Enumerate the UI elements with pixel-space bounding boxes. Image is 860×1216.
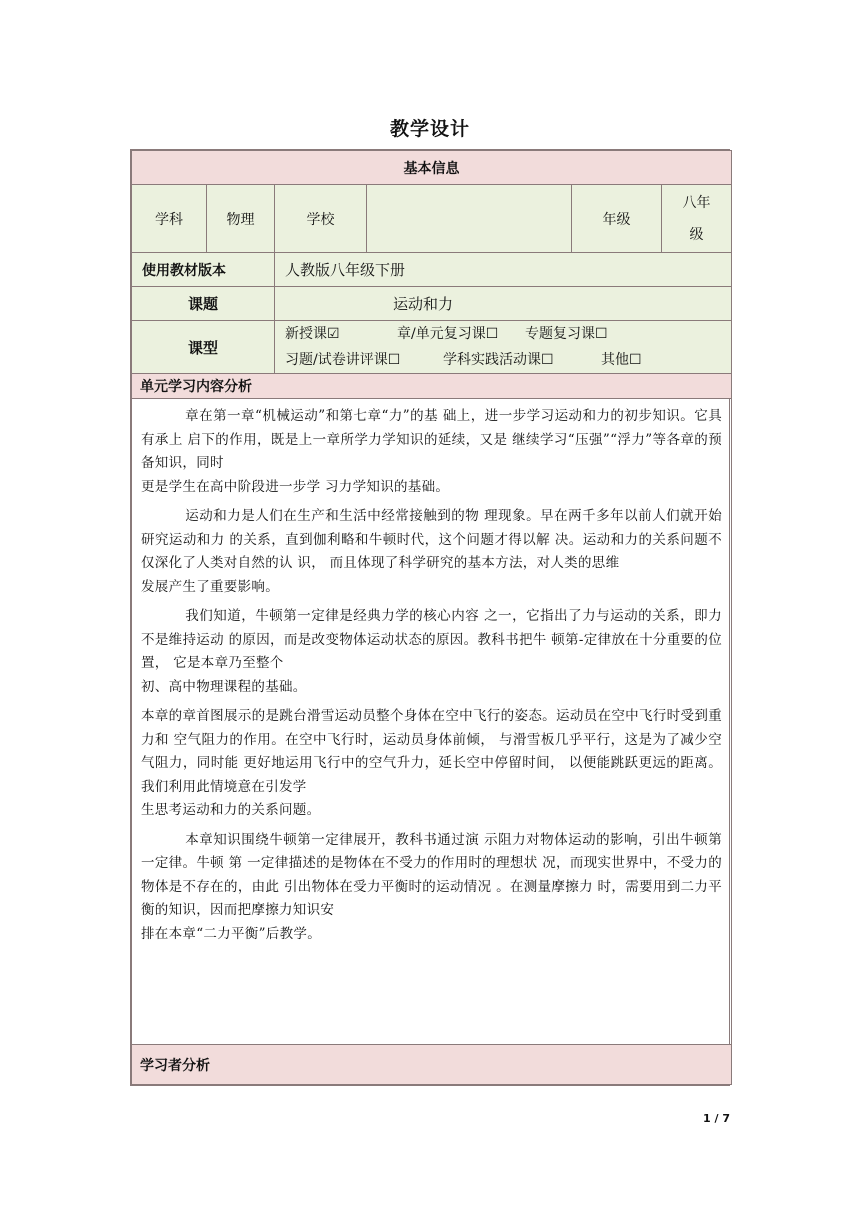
grade-value-line2: 级 <box>689 226 704 243</box>
unit-analysis-content <box>132 399 732 1045</box>
analysis-paragraph: 我们知道，牛顿第一定律是经典力学的核心内容 之一，它指出了力与运动的关系，即力不是维持运动 的原因，而是改变物体运动状态的原因。教科书把牛 顿第-定律放在十分重要的位置， 它是本章乃至整个 初、高中物理课程的基础。 <box>141 608 722 695</box>
textbook-label: 使用教材版本 <box>132 253 275 287</box>
lesson-type-label: 课型 <box>132 321 275 374</box>
analysis-paragraph: 运动和力是人们在生产和生活中经常接触到的物 理现象。早在两千多年以前人们就开始研究运动和力 的关系，直到伽利略和牛顿时代，这个问题才得以解 决。运动和力的关系问题不仅深化了人类对自然的认 识， 而且体现了科学研究的基本方法，对人类的思维 发展产生了重要影响。 <box>141 508 722 595</box>
basic-info-header: 基本信息 <box>132 151 732 185</box>
textbook-value: 人教版八年级下册 <box>275 253 732 287</box>
analysis-paragraph: 本章知识围绕牛顿第一定律展开，教科书通过演 示阻力对物体运动的影响，引出牛顿第一定律。牛顿 第 一定律描述的是物体在不受力的作用时的理想状 况，而现实世界中，不受力的物体是不存在的，由此 引出物体在受力平衡时的运动情况 。在测量摩擦力 时，需要用到二力平衡的知识，因而把摩擦力知识安 排在本章“二力平衡”后教学。 <box>141 831 722 942</box>
lesson-type-exercise-review[interactable]: 习题/试卷讲评课☐ <box>285 352 401 368</box>
topic-value: 运动和力 <box>275 287 732 321</box>
unit-analysis-title: 单元学习内容分析 <box>132 374 732 399</box>
grade-label: 年级 <box>572 185 662 253</box>
document-title: 教学设计 <box>389 118 470 140</box>
lesson-type-chapter-review[interactable]: 章/单元复习课☐ <box>397 326 499 342</box>
school-label: 学校 <box>275 185 367 253</box>
lesson-type-other[interactable]: 其他☐ <box>601 352 642 368</box>
page-number: 1 / 7 <box>703 1112 730 1125</box>
analysis-paragraph: 章在第一章“机械运动”和第七章“力”的基 础上，进一步学习运动和力的初步知识。它具有承上 启下的作用，既是上一章所学力学知识的延续，又是 继续学习“压强”“浮力”等各章的预备知识，同时 更是学生在高中阶段进一步学 习力学知识的基础。 <box>141 408 722 495</box>
lesson-type-topic-review[interactable]: 专题复习课☐ <box>525 326 608 342</box>
school-value <box>367 185 572 253</box>
learner-analysis-title: 学习者分析 <box>132 1045 732 1085</box>
grade-value-line1: 八年 <box>682 194 711 211</box>
basic-info-table <box>131 150 732 1085</box>
subject-label: 学科 <box>132 185 207 253</box>
lesson-type-new[interactable]: 新授课☑ <box>285 326 340 342</box>
lesson-design-form <box>130 149 730 1086</box>
subject-value: 物理 <box>207 185 275 253</box>
lesson-type-practice-activity[interactable]: 学科实践活动课☐ <box>443 352 554 368</box>
grade-value <box>662 185 732 253</box>
analysis-paragraph: 本章的章首图展示的是跳台滑雪运动员整个身体在空中飞行的姿态。运动员在空中飞行时受到重力和 空气阻力的作用。在空中飞行时，运动员身体前倾， 与滑雪板几乎平行，这是为了减少空气阻力，同时能 更好地运用飞行中的空气升力，延长空中停留时间， 以便能跳跃更远的距离。我们利用此情境意在引发学 生思考运动和力的关系问题。 <box>141 708 722 818</box>
topic-label: 课题 <box>132 287 275 321</box>
lesson-type-options <box>275 321 732 374</box>
